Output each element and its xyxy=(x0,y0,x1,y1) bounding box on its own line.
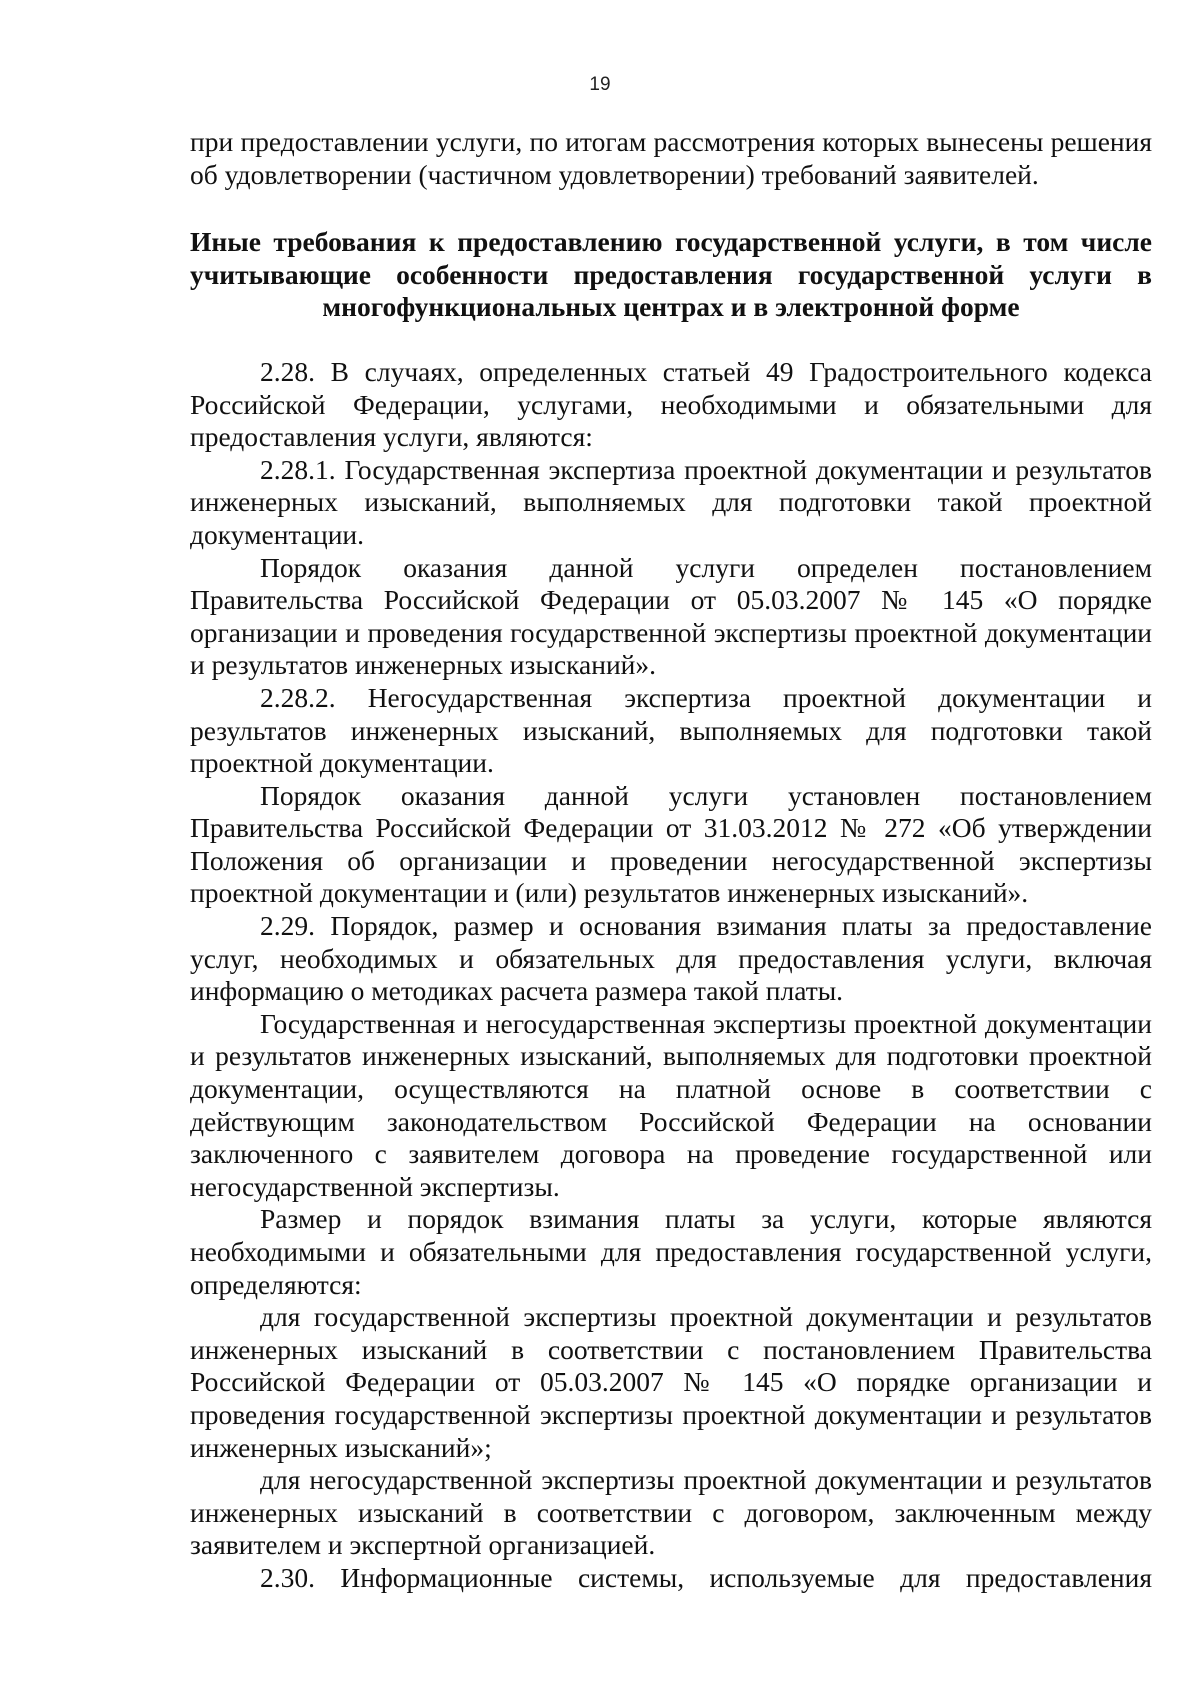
paragraph-2-29-expertise: Государственная и негосударственная экспертизы проектной документации и результатов инженерных изысканий, выполняемых для подготовки проектной документации, осуществляются на платной основе в соответствии с действующим законодательством Российской Федерации на основании заключенного с заявителем договора на проведение государственной или негосударственной экспертизы. xyxy=(190,1007,1152,1202)
paragraph-2-28-1: 2.28.1. Государственная экспертиза проектной документации и результатов инженерных изысканий, выполняемых для подготовки такой проектной документации. xyxy=(190,453,1152,550)
paragraph-2-30: 2.30. Информационные системы, используемые для предоставления xyxy=(260,1561,1152,1593)
paragraph-2-28-2: 2.28.2. Негосударственная экспертиза проектной документации и результатов инженерных изысканий, выполняемых для подготовки такой проектной документации. xyxy=(190,681,1152,779)
paragraph-continuation: при предоставлении услуги, по итогам рассмотрения которых вынесены решения об удовлетворении (частичном удовлетворении) требований заявителей. xyxy=(190,126,1152,190)
paragraph-2-28-2-procedure: Порядок оказания данной услуги установлен постановлением Правительства Российской Федерации от 31.03.2012 № 272 «Об утверждении Положения об организации и проведении негосударственной экспертизы проектной документации и (или) результатов инженерных изысканий». xyxy=(190,779,1152,909)
section-heading: Иные требования к предоставлению государственной услуги, в том числе учитывающие особенности предоставления государственной услуги в многофункциональных центрах и в электронной форме xyxy=(190,226,1152,323)
paragraph-2-29-state-fee: для государственной экспертизы проектной документации и результатов инженерных изысканий в соответствии с постановлением Правительства Российской Федерации от 05.03.2007 № 145 «О порядке организации и проведения государственной экспертизы проектной документации и результатов инженерных изысканий»; xyxy=(190,1301,1152,1463)
page-number: 19 xyxy=(589,74,611,95)
paragraph-2-28-1-procedure: Порядок оказания данной услуги определен постановлением Правительства Российской Федерации от 05.03.2007 № 145 «О порядке организации и проведения государственной экспертизы проектной документации и результатов инженерных изысканий». xyxy=(190,551,1152,681)
document-body xyxy=(190,126,1152,1595)
paragraph-2-28: 2.28. В случаях, определенных статьей 49 Градостроительного кодекса Российской Федерации, услугами, необходимыми и обязательными для предоставления услуги, являются: xyxy=(190,355,1152,453)
paragraph-2-29-nonstate-fee: для негосударственной экспертизы проектной документации и результатов инженерных изысканий в соответствии с договором, заключенным между заявителем и экспертной организацией. xyxy=(190,1464,1152,1561)
paragraph-2-29: 2.29. Порядок, размер и основания взимания платы за предоставление услуг, необходимых и обязательных для предоставления услуги, включая информацию о методиках расчета размера такой платы. xyxy=(190,910,1152,1007)
paragraph-2-29-fee: Размер и порядок взимания платы за услуги, которые являются необходимыми и обязательными для предоставления государственной услуги, определяются: xyxy=(190,1203,1152,1300)
